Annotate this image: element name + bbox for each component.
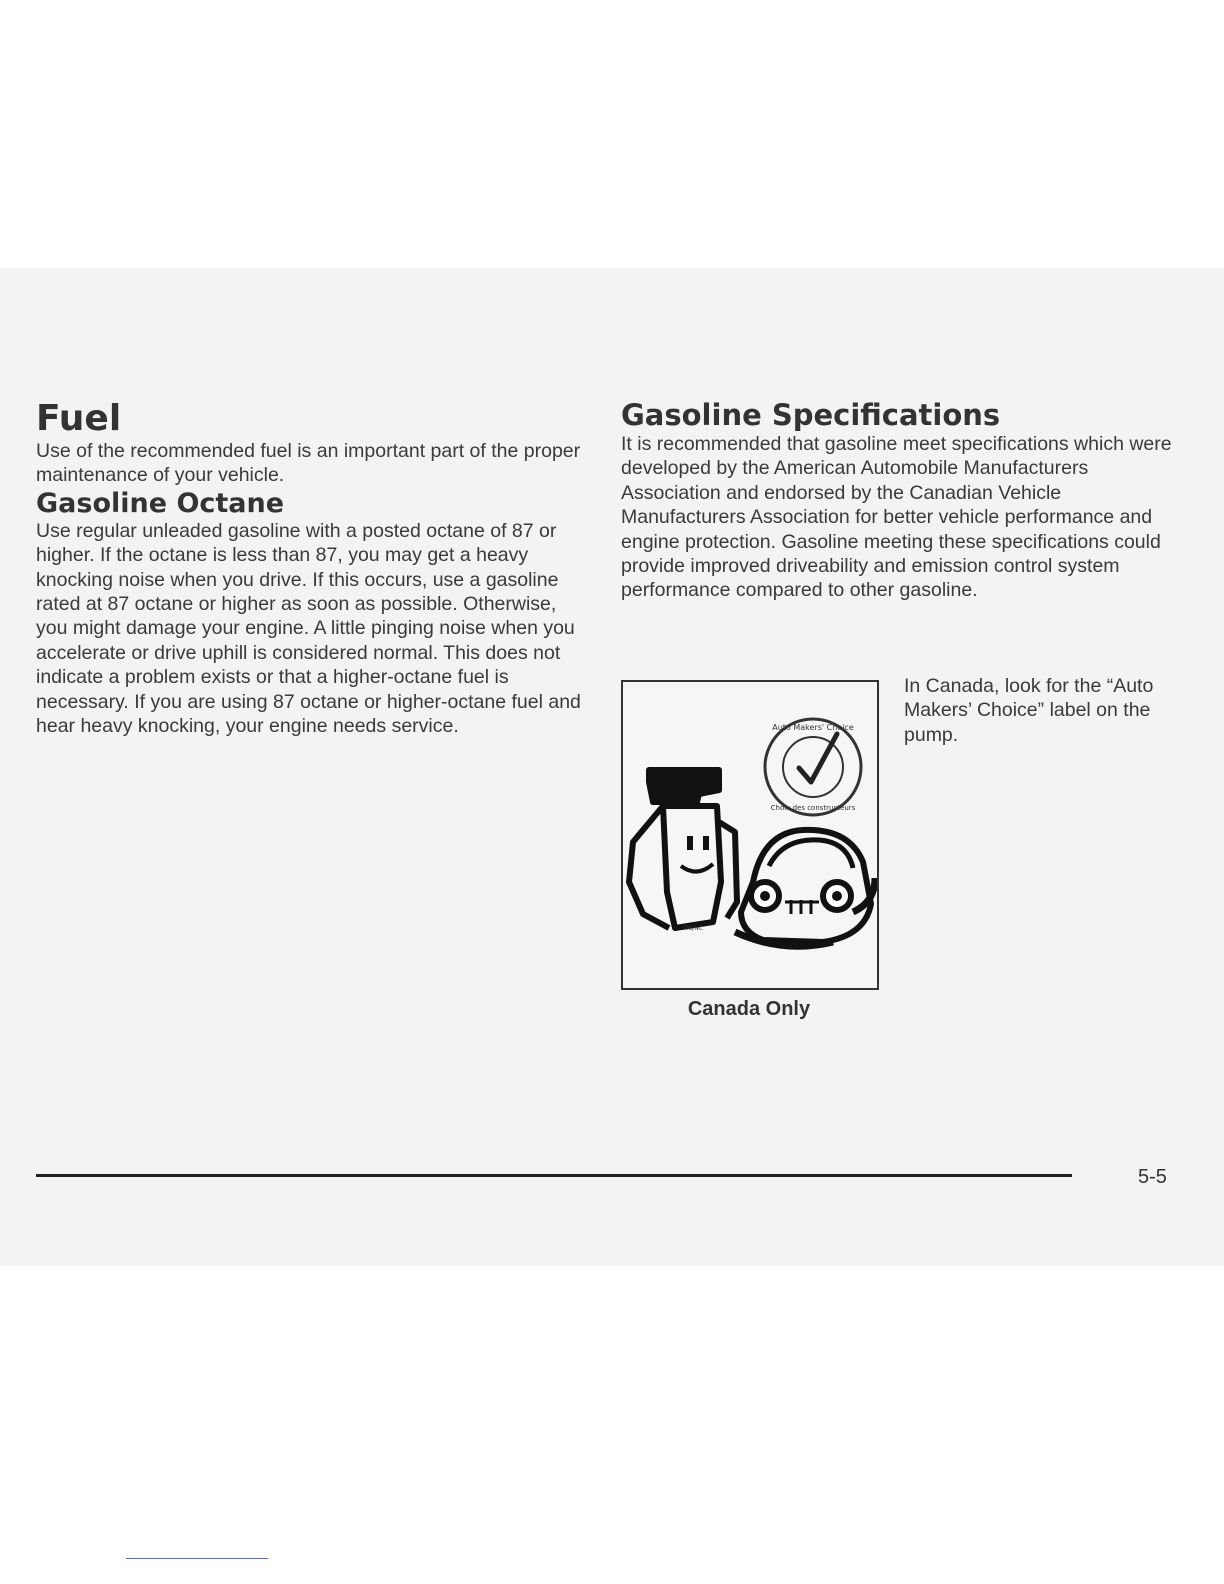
canada-note: In Canada, look for the “Auto Makers’ Choice” label on the pump. bbox=[904, 675, 1154, 746]
auto-makers-choice-seal bbox=[765, 719, 861, 815]
fuel-heading: Fuel bbox=[36, 398, 122, 439]
right-column bbox=[621, 398, 1181, 1020]
gasoline-specifications-paragraph: It is recommended that gasoline meet specifications which were developed by the American Automobile Manufacturers Association and endorsed by the Canadian Vehicle Manufacturers Association for better vehicle performance and engine protection. Gasoline meeting these specifications could provide improved driveability and emission control system performance compared to other gasoline. bbox=[621, 433, 1172, 602]
seal-bottom-lettering: Choix des constructeurs bbox=[770, 804, 856, 812]
fuel-intro-paragraph: Use of the recommended fuel is an important part of the proper maintenance of your vehicle. bbox=[36, 440, 581, 487]
gas-pump-character bbox=[629, 770, 737, 928]
gasoline-specifications-heading: Gasoline Specifications bbox=[621, 398, 1001, 432]
figure-caption: Canada Only bbox=[687, 998, 811, 1020]
page-number: 5-5 bbox=[1138, 1166, 1167, 1188]
gasoline-octane-heading: Gasoline Octane bbox=[36, 487, 285, 519]
seal-top-lettering: Auto Makers' Choice bbox=[772, 723, 854, 732]
car-character bbox=[735, 830, 875, 946]
pump-and-car-illustration bbox=[623, 682, 877, 988]
gasoline-octane-paragraph: Use regular unleaded gasoline with a posted octane of 87 or higher. If the octane is less than 87, you may get a heavy knocking noise when you drive. If this occurs, use a gasoline rated at 87 octane or higher as soon as possible. Otherwise, you might damage your engine. A little pinging noise when you accelerate or drive uphill is considered normal. This does not indicate a problem exists or that a higher-octane fuel is necessary. If you are using 87 octane or higher-octane fuel and hear heavy knocking, your engine needs service. bbox=[36, 519, 581, 738]
auto-makers-choice-figure bbox=[621, 680, 879, 990]
footer-rule bbox=[36, 1174, 1072, 1177]
figure-code-label: YI8/NC bbox=[683, 925, 703, 932]
bottom-link-underline bbox=[126, 1558, 268, 1559]
left-column bbox=[36, 398, 584, 738]
